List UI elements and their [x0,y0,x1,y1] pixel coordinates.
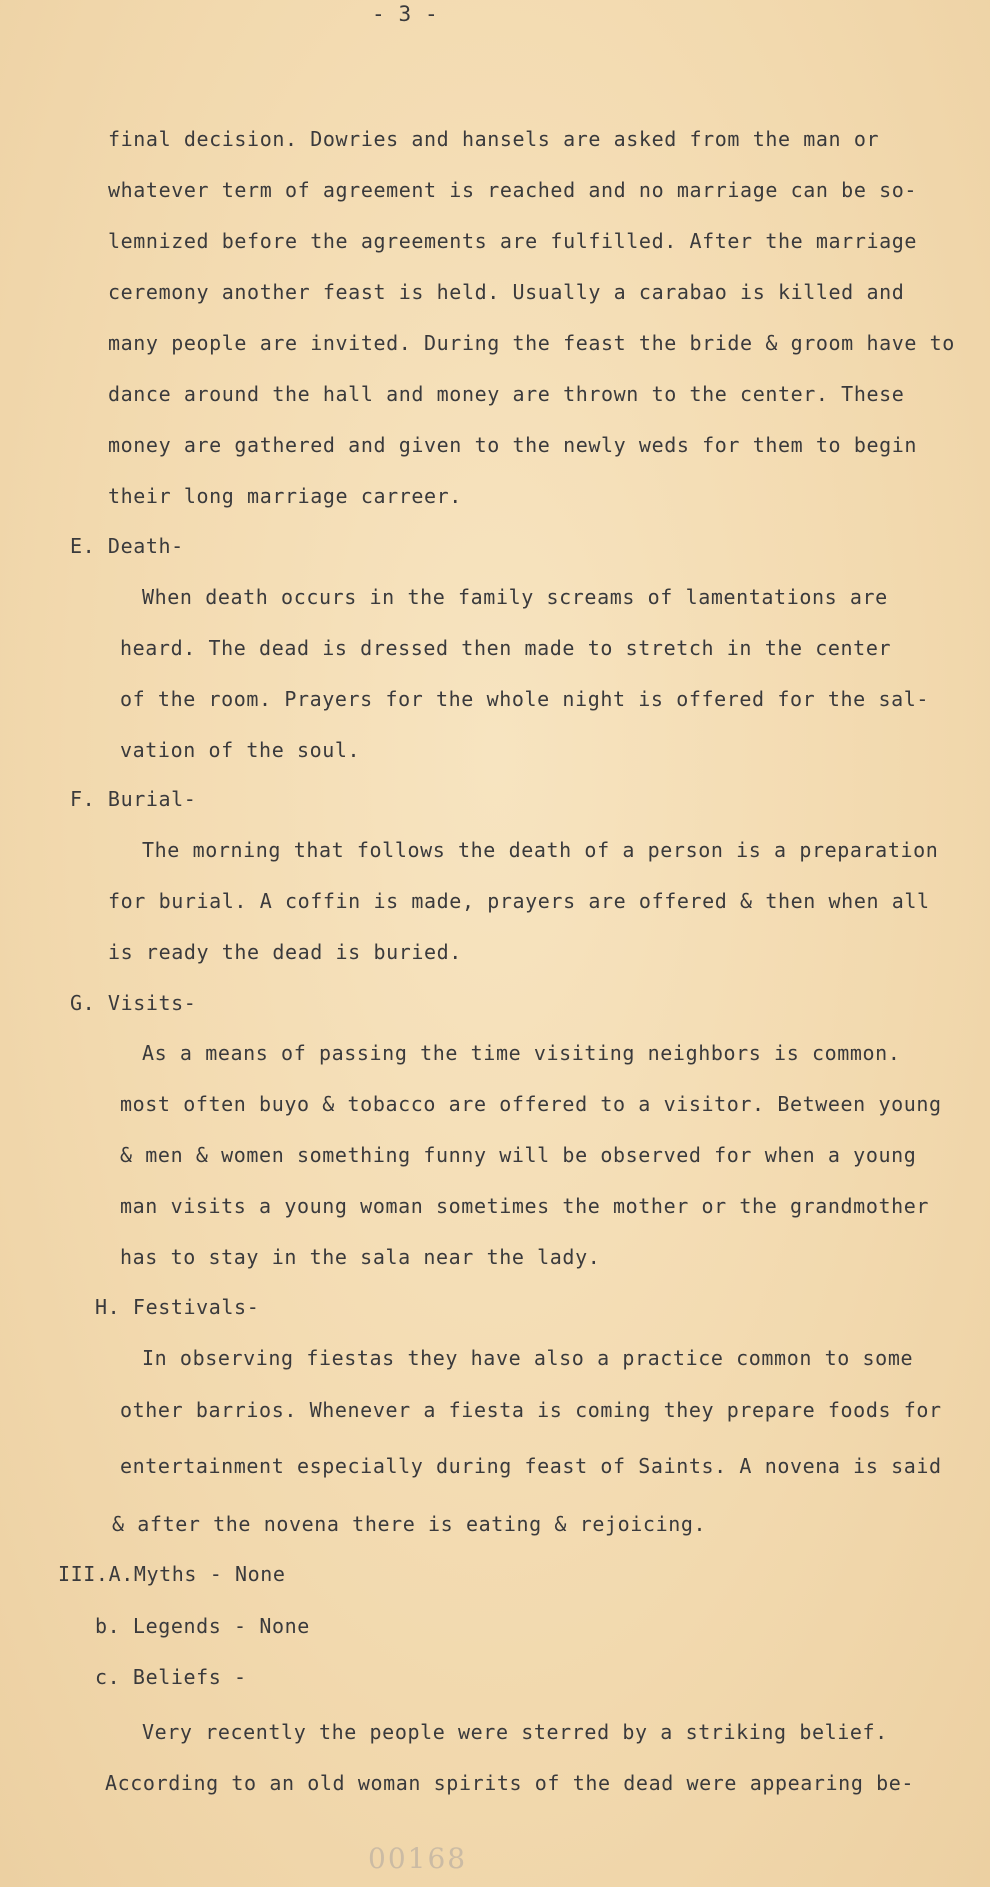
archive-stamp: 00168 [368,1842,468,1875]
text-line: of the room. Prayers for the whole night is offered for the sal- [120,687,930,711]
section-heading-festivals: H. Festivals- [95,1295,260,1319]
section-heading-myths: III.A.Myths - None [58,1562,286,1586]
subheading-legends: b. Legends - None [95,1614,310,1638]
page-number: - 3 - [372,2,439,26]
text-line: dance around the hall and money are thrown to the center. These [108,382,905,406]
text-line: When death occurs in the family screams of lamentations are [142,585,888,609]
text-line: is ready the dead is buried. [108,940,462,964]
section-heading-visits: G. Visits- [70,991,197,1015]
text-line: In observing fiestas they have also a practice common to some [142,1346,914,1370]
text-line: for burial. A coffin is made, prayers are offered & then when all [108,889,930,913]
text-line: The morning that follows the death of a person is a preparation [142,838,939,862]
text-line: As a means of passing the time visiting neighbors is common. [142,1041,901,1065]
text-line: has to stay in the sala near the lady. [120,1245,601,1269]
text-line: & after the novena there is eating & rejoicing. [112,1512,707,1536]
text-line: many people are invited. During the feast the bride & groom have to [108,331,955,355]
text-line: ceremony another feast is held. Usually a carabao is killed and [108,280,905,304]
text-line: man visits a young woman sometimes the mother or the grandmother [120,1194,930,1218]
text-line: their long marriage carreer. [108,484,462,508]
text-line: entertainment especially during feast of Saints. A novena is said [120,1454,942,1478]
text-line: heard. The dead is dressed then made to stretch in the center [120,636,892,660]
text-line: final decision. Dowries and hansels are asked from the man or [108,127,880,151]
text-line: Very recently the people were sterred by a striking belief. [142,1720,888,1744]
text-line: vation of the soul. [120,738,361,762]
section-heading-death: E. Death- [70,534,184,558]
section-heading-burial: F. Burial- [70,787,197,811]
text-line: lemnized before the agreements are fulfilled. After the marriage [108,229,918,253]
text-line: According to an old woman spirits of the dead were appearing be- [105,1771,915,1795]
subheading-beliefs: c. Beliefs - [95,1665,247,1689]
text-line: & men & women something funny will be observed for when a young [120,1143,917,1167]
text-line: money are gathered and given to the newly weds for them to begin [108,433,918,457]
text-line: other barrios. Whenever a fiesta is coming they prepare foods for [120,1398,942,1422]
text-line: most often buyo & tobacco are offered to a visitor. Between young [120,1092,942,1116]
text-line: whatever term of agreement is reached and no marriage can be so- [108,178,918,202]
